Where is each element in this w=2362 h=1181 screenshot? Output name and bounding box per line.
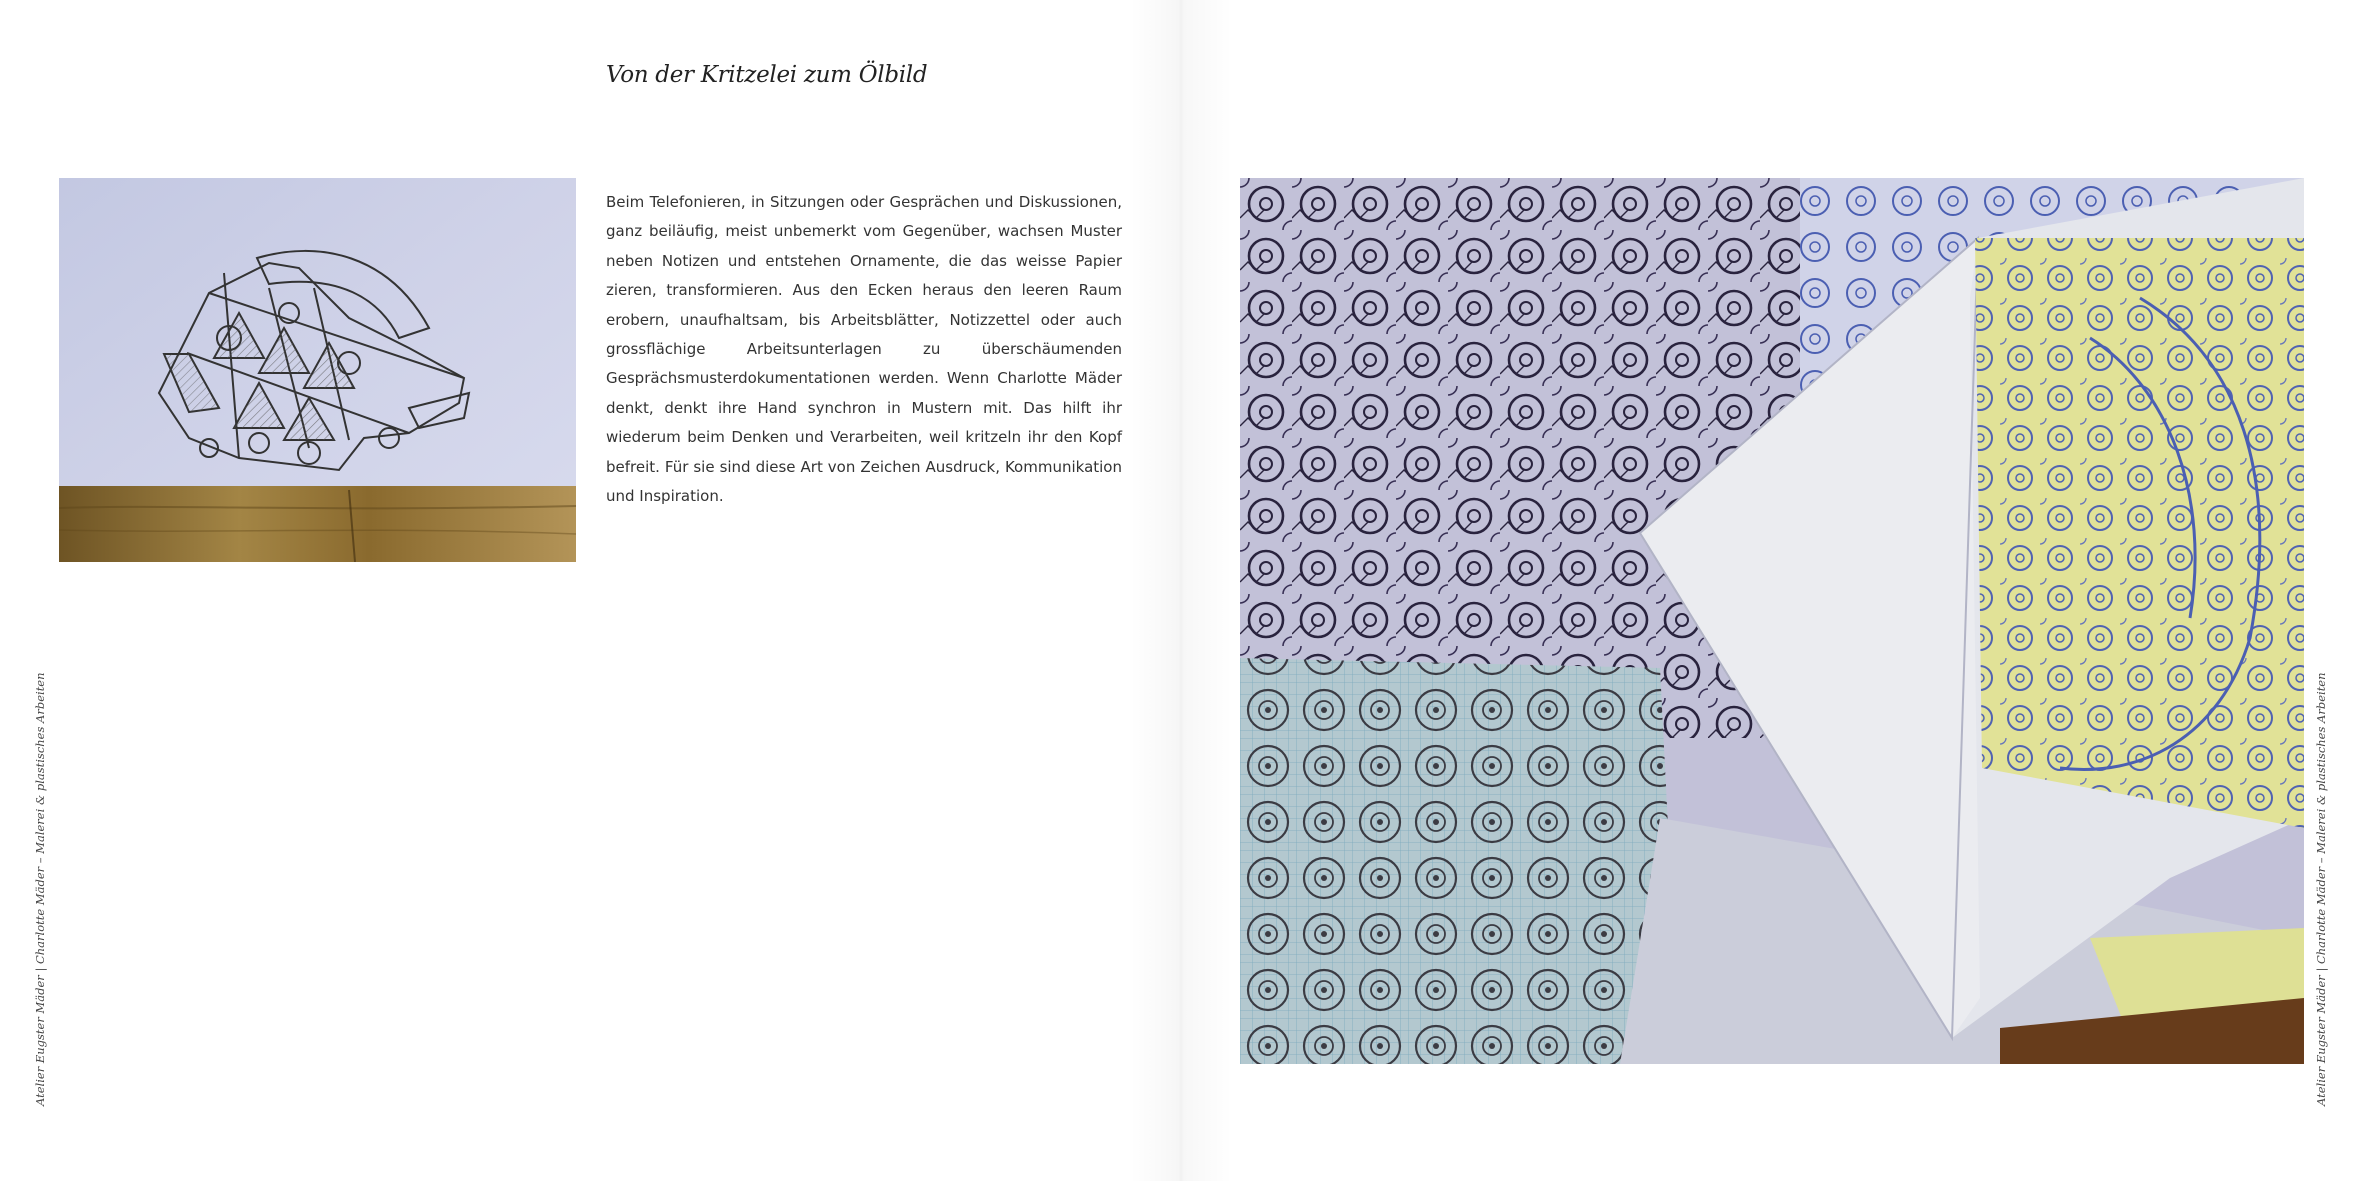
running-head-left: Atelier Eugster Mäder | Charlotte Mäder – Malerei & plastisches Arbeiten [33,672,47,1106]
running-head-right: Atelier Eugster Mäder | Charlotte Mäder – Malerei & plastisches Arbeiten [2314,672,2328,1106]
page-title: Von der Kritzelei zum Ölbild [606,62,928,88]
body-paragraph: Beim Telefonieren, in Sitzungen oder Gesprächen und Diskussionen, ganz beiläufig, meist unbemerkt vom Gegenüber, wachsen Muster neben Notizen und entstehen Ornamente, die das weisse Papier zieren, transformieren. Aus den Ecken heraus den leeren Raum erobern, unaufhaltsam, bis Arbeitsblätter, Notizzettel oder auch grossflächige Arbeitsunterlagen zu überschäumenden Gesprächsmusterdokumentationen werden. Wenn Charlotte Mäder denkt, denkt ihre Hand synchron in Mustern mit. Das hilft ihr wiederum beim Denken und Verarbeiten, weil kritzeln ihr den Kopf befreit. Für sie sind diese Art von Zeichen Ausdruck, Kommunikation und Inspiration. [606,193,1122,506]
doodle-collage-illustration [1240,178,2304,1064]
doodle-collage-photo [1240,178,2304,1064]
sketch-illustration [59,178,576,562]
book-gutter [1130,0,1232,1181]
sketch-photo [59,178,576,562]
